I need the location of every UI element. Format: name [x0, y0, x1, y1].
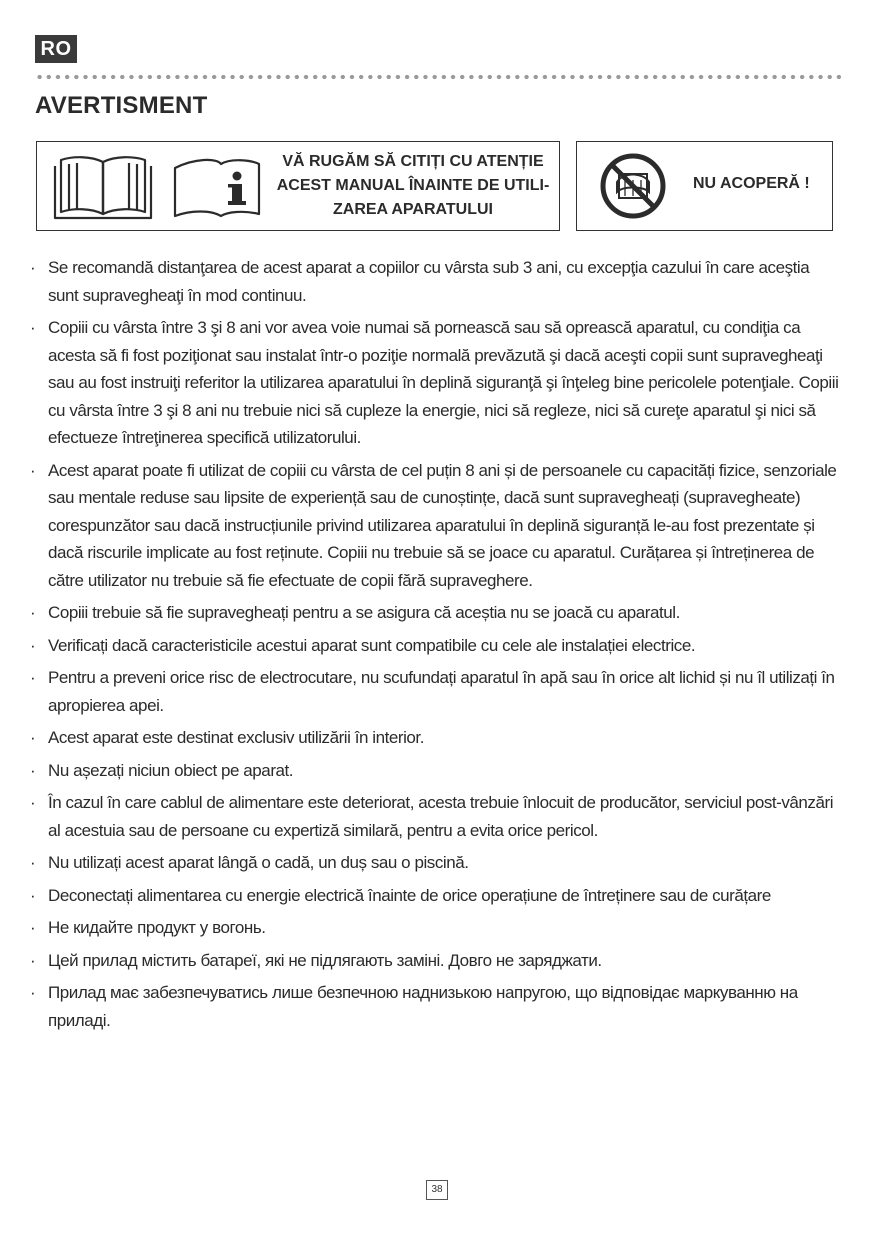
bullet-marker: ·: [30, 635, 36, 655]
warning-text: Прилад має забезпечуватись лише безпечною наднизькою напругою, що відповідає маркуванню на приладі.: [48, 983, 798, 1030]
warning-text: Nu utilizați acest aparat lângă o cadă, un duș sau o piscină.: [48, 853, 469, 872]
bullet-marker: ·: [30, 728, 36, 747]
warning-text: Pentru a preveni orice risc de electrocutare, nu scufundați aparatul în apă sau în orice alt lichid și nu îl utilizați în apropierea apei.: [48, 668, 835, 715]
warning-text: Acest aparat este destinat exclusiv utilizării în interior.: [48, 728, 424, 747]
bullet-marker: ·: [30, 318, 36, 337]
warning-text: Copiii trebuie să fie supravegheați pentru a se asigura că aceștia nu se joacă cu aparatul.: [48, 603, 680, 622]
language-badge: RO: [35, 35, 77, 63]
warning-item: [28, 914, 840, 942]
do-not-cover-text: NU ACOPERĂ !: [693, 175, 810, 192]
read-manual-line-3: ZAREA APARATULUI: [333, 201, 493, 218]
read-manual-line-1: VĂ RUGĂM SĂ CITIȚI CU ATENȚIE: [282, 153, 544, 170]
bullet-marker: ·: [30, 603, 36, 622]
do-not-cover-notice: [576, 141, 833, 231]
warning-text: Se recomandă distanţarea de acest aparat a copiilor cu vârsta sub 3 ani, cu excepţia cazului în care aceştia sunt supravegheaţi în mod continuu.: [48, 258, 810, 305]
warning-text: Не кидайте продукт у вогонь.: [48, 918, 266, 937]
warning-item: [28, 882, 840, 910]
warning-text: Deconectați alimentarea cu energie electrică înainte de orice operațiune de întreținere sau de curățare: [48, 885, 771, 905]
book-icon: [47, 154, 159, 220]
bullet-marker: ·: [30, 668, 36, 687]
warning-text: Acest aparat poate fi utilizat de copiii cu vârsta de cel puțin 8 ani și de persoanele cu capacități fizice, senzoriale sau mentale reduse sau lipsite de experiență sau de cunoștințe, dacă sunt supravegheați (supravegheate) corespunzător sau dacă instrucțiunile privind utilizarea aparatului în deplină siguranță le-au fost prezentate și dacă riscurile implicate au fost reținute. Copiii nu trebuie să se joace cu aparatul. Curățarea și întreținerea de către utilizator nu trebuie să fie efectuate de copii fără supraveghere.: [48, 460, 837, 590]
warning-text: Copiii cu vârsta între 3 şi 8 ani vor avea voie numai să pornească sau să oprească aparatul, cu condiţia ca acesta să fi fost poziţionat sau instalat într-o poziţie normală prevăzută şi dacă aceşti copii sunt supravegheaţi sau au fost instruiţi referitor la utilizarea aparatului în deplină siguranţă şi înţeleg bine pericolele potenţiale. Copiii cu vârsta între 3 şi 8 ani nu trebuie nici să cupleze la energie, nici să regleze, nici să cureţe aparatul şi nici să efectueze întreţinerea specifică utilizatorului.: [48, 318, 839, 447]
bullet-marker: ·: [30, 983, 36, 1002]
warning-item: [28, 314, 840, 452]
warning-item: [28, 457, 840, 595]
warning-text: Verificați dacă caracteristicile acestui aparat sunt compatibile cu cele ale instalației electrice.: [48, 635, 696, 655]
warning-item: [28, 724, 840, 752]
page-title: AVERTISMENT: [35, 92, 208, 119]
warning-item: [28, 632, 840, 660]
warning-text: Nu așezați niciun obiect pe aparat.: [48, 760, 294, 780]
dotted-divider: [35, 74, 841, 80]
warning-text: Цей прилад містить батареї, які не підлягають заміні. Довго не заряджати.: [48, 950, 602, 970]
bullet-marker: ·: [30, 793, 36, 812]
bullet-marker: ·: [30, 918, 36, 937]
warning-item: [28, 757, 840, 785]
read-manual-text: [269, 150, 557, 222]
info-icon: [171, 154, 263, 220]
bullet-marker: ·: [30, 950, 36, 970]
bullet-marker: ·: [30, 885, 36, 905]
read-manual-line-2: ACEST MANUAL ÎNAINTE DE UTILI-: [276, 177, 550, 194]
warning-text: În cazul în care cablul de alimentare este deteriorat, acesta trebuie înlocuit de producător, serviciul post-vânzări al acestuia sau de persoane cu expertiză similară, pentru a evita orice pericol.: [48, 793, 834, 840]
bullet-marker: ·: [30, 760, 36, 780]
warning-item: [28, 789, 840, 844]
warning-item: [28, 254, 840, 309]
read-manual-notice: [36, 141, 560, 231]
bullet-marker: ·: [30, 460, 36, 480]
warning-item: [28, 979, 840, 1034]
bullet-marker: ·: [30, 258, 36, 277]
warning-item: [28, 849, 840, 877]
warning-item: [28, 947, 840, 975]
warning-item: [28, 599, 840, 627]
warning-list: [28, 254, 840, 1039]
warning-item: [28, 664, 840, 719]
no-cover-icon: [599, 152, 667, 220]
bullet-marker: ·: [30, 853, 36, 872]
page-number: 38: [426, 1180, 448, 1200]
